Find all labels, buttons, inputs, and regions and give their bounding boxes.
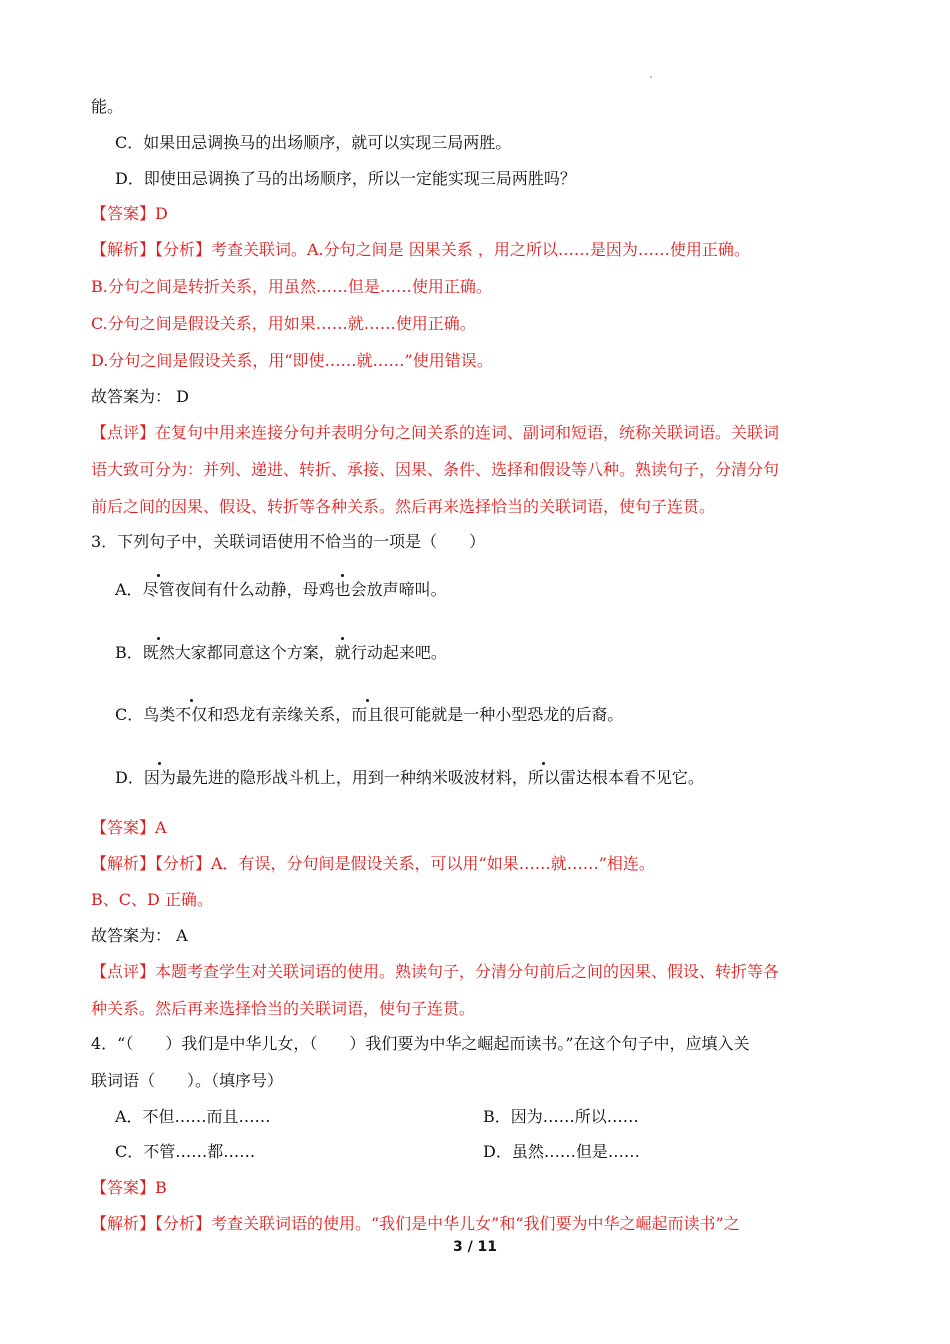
q3-option-b: [115, 642, 860, 664]
q3-comment-line: 【点评】本题考查学生对关联词语的使用。熟读句子，分清分句前后之间的因果、假设、转折等各: [91, 962, 780, 981]
q4-analysis-line: 【解析】【分析】考查关联词语的使用。“我们是中华儿女”和“我们要为中华之崛起而读书”之: [91, 1214, 740, 1233]
option-text: 夜间有什么动静，母鸡: [174, 580, 335, 599]
q2-answer: 【答案】D: [91, 204, 168, 223]
q2-final-answer: 故答案为： D: [91, 387, 189, 406]
option-text: 最先进的隐形战斗机上，用到一种纳米吸波材料，: [175, 768, 528, 787]
option-text: 很可能就是一种小型恐龙的后裔。: [383, 705, 624, 724]
option-prefix: C．鸟类: [115, 705, 176, 724]
option-text: 会放声啼叫。: [350, 580, 447, 599]
option-prefix: D．: [115, 768, 144, 787]
page-number: 3 / 11: [452, 1239, 498, 1255]
q3-analysis-line: 【解析】【分析】A．有误，分句间是假设关系，可以用“如果……就……”相连。: [91, 854, 655, 873]
q3-answer: 【答案】A: [91, 818, 167, 837]
question-4-stem: 4．“（ ）我们是中华儿女，（ ）我们要为中华之崛起而读书。”在这个句子中，应填入关: [91, 1034, 750, 1053]
q2-comment-line: 前后之间的因果、假设、转折等各种关系。然后再来选择恰当的关联词语，使句子连贯。: [91, 497, 716, 516]
option-prefix: A．: [115, 580, 143, 599]
q2-analysis-line: D.分句之间是假设关系，用“即使……就……”使用错误。: [91, 351, 493, 370]
option-text: 行动起来吧。: [350, 643, 447, 662]
q2-analysis-line: B.分句之间是转折关系，用虽然……但是……使用正确。: [91, 277, 492, 296]
option-prefix: B．: [115, 643, 143, 662]
emphasized-word: 不仅: [175, 705, 208, 724]
q2-comment-line: 【点评】在复句中用来连接分句并表明分句之间关系的连词、副词和短语，统称关联词语。关联词: [91, 423, 780, 442]
q2-analysis-line: C.分句之间是假设关系，用如果……就……使用正确。: [91, 314, 476, 333]
emphasized-word: 而且: [351, 705, 384, 724]
emphasized-word: 就: [334, 643, 351, 662]
question-4-stem-cont: 联词语（ ）。（填序号）: [91, 1071, 284, 1090]
q2-option-c: C．如果田忌调换马的出场顺序，就可以实现三局两胜。: [115, 133, 512, 152]
q3-option-a: [115, 579, 860, 601]
q3-comment-line: 种关系。然后再来选择恰当的关联词语，使句子连贯。: [91, 999, 476, 1018]
speck-mark: [650, 76, 652, 78]
q2-analysis-line: 【解析】【分析】考查关联词。A.分句之间是 因果关系 ，用之所以……是因为……使用正确。: [91, 240, 750, 259]
emphasized-word: 所以: [527, 768, 560, 787]
q4-option-b: B．因为……所以……: [483, 1107, 639, 1126]
q3-option-c: [115, 704, 860, 726]
emphasized-word: 因为: [143, 768, 176, 787]
q4-option-c: C．不管……都……: [115, 1142, 256, 1161]
emphasized-word: 既然: [142, 643, 175, 662]
continued-text: 能。: [91, 97, 124, 116]
q2-option-d: D．即使田忌调换了马的出场顺序，所以一定能实现三局两胜吗？: [115, 169, 576, 188]
q3-final-answer: 故答案为： A: [91, 926, 188, 945]
q4-option-a: A．不但……而且……: [115, 1107, 271, 1126]
option-text: 雷达根本看不见它。: [559, 768, 704, 787]
emphasized-word: 尽管: [142, 580, 175, 599]
emphasized-word: 也: [334, 580, 351, 599]
question-3-stem: 3．下列句子中，关联词语使用不恰当的一项是（ ）: [91, 532, 486, 551]
q4-options-row-2: [115, 1141, 860, 1163]
option-text: 大家都同意这个方案，: [174, 643, 335, 662]
q4-options-row-1: [115, 1106, 860, 1128]
q2-comment-line: 语大致可分为：并列、递进、转折、承接、因果、条件、选择和假设等八种。熟读句子，分清分句: [91, 460, 780, 479]
q4-answer: 【答案】B: [91, 1178, 167, 1197]
q3-option-d: [115, 767, 860, 789]
option-text: 和恐龙有亲缘关系，: [207, 705, 352, 724]
q3-analysis-line: B、C、D 正确。: [91, 890, 213, 909]
q4-option-d: D．虽然……但是……: [483, 1142, 640, 1161]
